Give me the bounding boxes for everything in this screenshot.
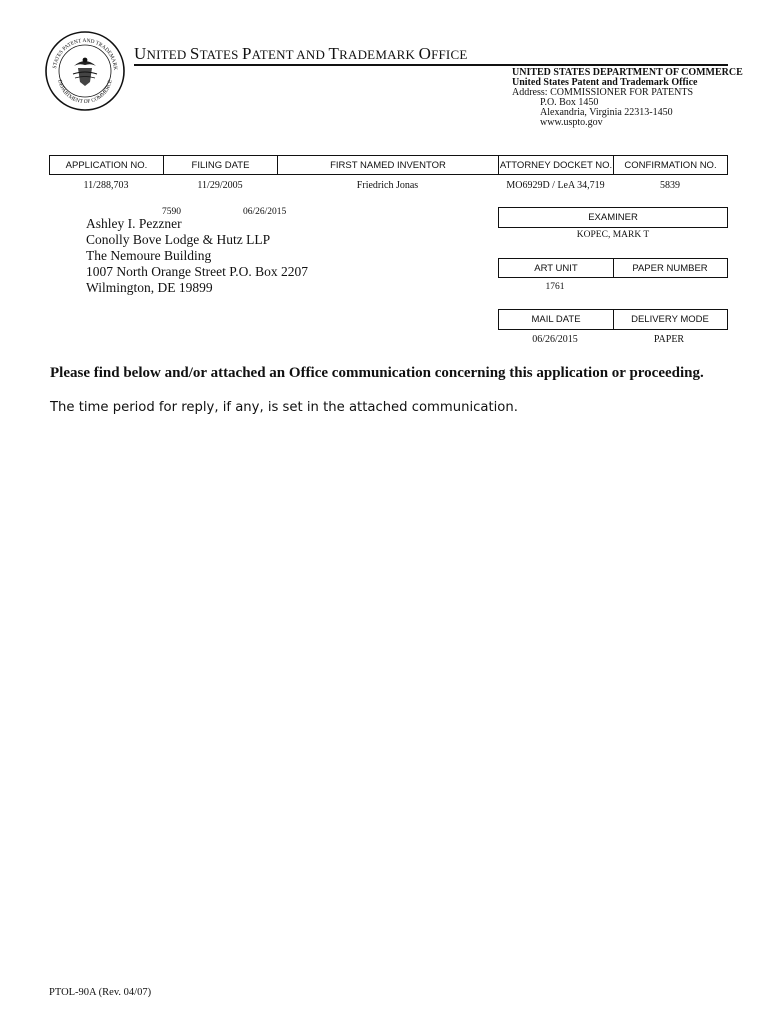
address-line-firm: Conolly Bove Lodge & Hutz LLP [86, 232, 271, 247]
mail-date-header-box [498, 309, 728, 330]
correspondence-address [86, 216, 308, 296]
application-info-table [49, 155, 728, 175]
inventor-value: Friedrich Jonas [356, 180, 419, 191]
mail-date-label: MAIL DATE [499, 310, 614, 329]
address-line-city: Wilmington, DE 19899 [86, 280, 213, 295]
address-pobox: P.O. Box 1450 [540, 97, 599, 108]
header-rule [134, 64, 728, 66]
customer-number: 7590 [162, 207, 181, 217]
office-communication-notice: Please find below and/or attached an Office communication concerning this application or proceeding. [50, 365, 704, 381]
office-name: United States Patent and Trademark Office [512, 77, 698, 88]
paper-number-label: PAPER NUMBER [632, 262, 708, 274]
uspto-seal-logo [44, 30, 126, 112]
header-application-no: APPLICATION NO. [50, 156, 164, 175]
address-city: Alexandria, Virginia 22313-1450 [540, 107, 673, 118]
mail-date-value: 06/26/2015 [532, 334, 578, 345]
office-title: UNITED STATES PATENT AND TRADEMARK OFFICE [134, 44, 468, 63]
examiner-name: KOPEC, MARK T [576, 230, 650, 240]
header-confirmation-no: CONFIRMATION NO. [614, 156, 728, 175]
address-line-name: Ashley I. Pezzner [86, 216, 182, 231]
art-unit-label: ART UNIT [499, 259, 614, 277]
delivery-mode-value: PAPER [653, 334, 685, 345]
address-line: Address: COMMISSIONER FOR PATENTS [512, 87, 694, 98]
docket-no-value: MO6929D / LeA 34,719 [506, 180, 605, 191]
department-name: UNITED STATES DEPARTMENT OF COMMERCE [512, 67, 743, 78]
form-id: PTOL-90A (Rev. 04/07) [49, 987, 152, 998]
art-unit-header-box [498, 258, 728, 278]
filing-date-value: 11/29/2005 [197, 180, 243, 191]
delivery-mode-label: DELIVERY MODE [631, 314, 709, 325]
header-docket-no: ATTORNEY DOCKET NO. [499, 156, 614, 175]
art-unit-value: 1761 [545, 282, 565, 292]
website-link[interactable]: www.uspto.gov [540, 117, 603, 128]
svg-text:UNITED STATES PATENT AND TRADE: STATES PATENT AND TRADEMARK [52, 37, 119, 71]
address-line-building: The Nemoure Building [86, 248, 212, 263]
reply-period-text: The time period for reply, if any, is set in the attached communication. [50, 400, 518, 415]
header-filing-date: FILING DATE [164, 156, 278, 175]
examiner-label-box: EXAMINER [498, 207, 728, 228]
address-line-street: 1007 North Orange Street P.O. Box 2207 [86, 264, 308, 279]
application-no-value: 11/288,703 [83, 180, 129, 191]
correspondence-date: 06/26/2015 [243, 207, 287, 217]
confirmation-no-value: 5839 [660, 180, 680, 191]
header-first-inventor: FIRST NAMED INVENTOR [278, 156, 499, 175]
svg-text:DEPARTMENT OF COMMERCE: DEPARTMENT OF COMMERCE [56, 79, 114, 106]
department-address-block [512, 68, 743, 128]
